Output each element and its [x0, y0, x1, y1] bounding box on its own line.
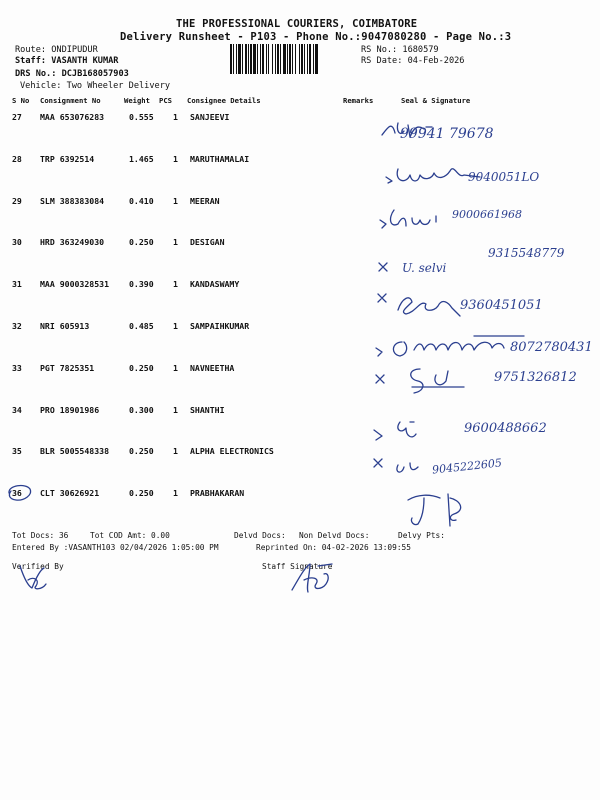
- row-weight: 0.250: [129, 446, 154, 456]
- barcode-bar: [299, 44, 300, 74]
- barcode-bar: [236, 44, 237, 74]
- row-consignment-no: MAA 653076283: [40, 112, 105, 122]
- row-consignment-no: BLR 5005548338: [40, 446, 110, 456]
- barcode-bar: [295, 44, 296, 74]
- runsheet-subtitle: Delivery Runsheet - P103 - Phone No.:9047080280 - Page No.:3: [120, 31, 512, 43]
- barcode-bar: [307, 44, 308, 74]
- row-consignment-no: PRO 18901986: [40, 405, 100, 415]
- handwritten-phone-29: 9000661968: [452, 208, 522, 221]
- barcode-bar: [301, 44, 303, 74]
- row-consignee: NAVNEETHA: [190, 363, 235, 373]
- row-sno: 28: [12, 154, 22, 164]
- col-weight: Weight: [124, 96, 150, 105]
- barcode-bar: [262, 44, 264, 74]
- x-mark-30: [376, 260, 390, 274]
- entered-by: Entered By :VASANTH103 02/04/2026 1:05:00 PM: [12, 543, 219, 552]
- row-consignment-no: SLM 388383084: [40, 196, 105, 206]
- col-consignee: Consignee Details: [187, 96, 261, 105]
- row-consignee: DESIGAN: [190, 237, 225, 247]
- tot-docs: Tot Docs: 36: [12, 531, 69, 540]
- row-weight: 0.485: [129, 321, 154, 331]
- tot-cod-amount: Tot COD Amt: 0.00: [90, 531, 170, 540]
- row-consignee: PRABHAKARAN: [190, 488, 245, 498]
- barcode-bar: [292, 44, 293, 74]
- delivered-docs: Delvd Docs:: [234, 531, 286, 540]
- row-sno: 35: [12, 446, 22, 456]
- row-weight: 0.250: [129, 488, 154, 498]
- row-pcs: 1: [173, 446, 178, 456]
- barcode-bar: [283, 44, 286, 74]
- barcode-bar: [266, 44, 267, 74]
- row-weight: 0.410: [129, 196, 154, 206]
- row-sno: 31: [12, 279, 22, 289]
- signature-33: [374, 365, 484, 400]
- barcode-bar: [230, 44, 232, 74]
- barcode-bar: [309, 44, 311, 74]
- drs-number: DRS No.: DCJB168057903: [15, 69, 129, 79]
- handwritten-name-30: U. selvi: [402, 261, 447, 275]
- circle-mark: [4, 481, 34, 503]
- row-consignment-no: NRI 605913: [40, 321, 90, 331]
- row-pcs: 1: [173, 154, 178, 164]
- barcode-bar: [253, 44, 256, 74]
- barcode-bar: [289, 44, 291, 74]
- row-pcs: 1: [173, 237, 178, 247]
- signature-34: [372, 416, 442, 446]
- row-weight: 0.555: [129, 112, 154, 122]
- verified-signature: [14, 560, 54, 592]
- row-sno: 33: [12, 363, 22, 373]
- row-sno: 32: [12, 321, 22, 331]
- row-sno: 27: [12, 112, 22, 122]
- row-weight: 1.465: [129, 154, 154, 164]
- barcode: [230, 44, 358, 74]
- row-consignee: ALPHA ELECTRONICS: [190, 446, 274, 456]
- barcode-bar: [260, 44, 261, 74]
- non-delivered-docs: Non Delvd Docs:: [299, 531, 370, 540]
- row-pcs: 1: [173, 279, 178, 289]
- row-consignment-no: CLT 30626921: [40, 488, 100, 498]
- row-consignment-no: MAA 9000328531: [40, 279, 110, 289]
- col-seal: Seal & Signature: [401, 96, 471, 105]
- row-sno: 36: [12, 488, 22, 498]
- handwritten-phone-32: 8072780431: [510, 340, 593, 355]
- company-name: THE PROFESSIONAL COURIERS, COIMBATORE: [176, 18, 418, 30]
- row-pcs: 1: [173, 363, 178, 373]
- signature-29: [376, 204, 446, 234]
- row-consignment-no: HRD 363249030: [40, 237, 105, 247]
- row-pcs: 1: [173, 112, 178, 122]
- barcode-bar: [245, 44, 247, 74]
- row-sno: 34: [12, 405, 22, 415]
- row-weight: 0.250: [129, 363, 154, 373]
- row-weight: 0.390: [129, 279, 154, 289]
- handwritten-phone-33: 9751326812: [494, 370, 577, 385]
- barcode-bar: [313, 44, 314, 74]
- row-consignee: SHANTHI: [190, 405, 225, 415]
- barcode-bar: [268, 44, 269, 74]
- barcode-bar: [257, 44, 258, 74]
- row-consignment-no: PGT 7825351: [40, 363, 95, 373]
- row-pcs: 1: [173, 321, 178, 331]
- barcode-bar: [272, 44, 273, 74]
- handwritten-phone-34: 9600488662: [464, 421, 547, 436]
- row-consignee: MARUTHAMALAI: [190, 154, 250, 164]
- row-consignee: KANDASWAMY: [190, 279, 240, 289]
- vehicle: Vehicle: Two Wheeler Delivery: [20, 81, 171, 91]
- col-sno: S No: [12, 96, 30, 105]
- barcode-bar: [250, 44, 252, 74]
- rs-date: RS Date: 04-Feb-2026: [361, 56, 465, 66]
- col-remarks: Remarks: [343, 96, 374, 105]
- row-consignee: SAMPAIHKUMAR: [190, 321, 250, 331]
- row-consignee: MEERAN: [190, 196, 220, 206]
- barcode-bar: [275, 44, 276, 74]
- col-consignment: Consignment No: [40, 96, 101, 105]
- row-consignment-no: TRP 6392514: [40, 154, 95, 164]
- row-pcs: 1: [173, 488, 178, 498]
- row-sno: 29: [12, 196, 22, 206]
- handwritten-phone-31: 9360451051: [460, 298, 543, 313]
- handwritten-phone-35: 9045222605: [431, 456, 503, 477]
- signature-35: [370, 455, 430, 481]
- barcode-bar: [287, 44, 288, 74]
- barcode-bar: [238, 44, 241, 74]
- row-consignee: SANJEEVI: [190, 112, 230, 122]
- staff: Staff: VASANTH KUMAR: [15, 56, 119, 66]
- barcode-bar: [315, 44, 318, 74]
- row-sno: 30: [12, 237, 22, 247]
- row-weight: 0.250: [129, 237, 154, 247]
- barcode-bar: [277, 44, 279, 74]
- handwritten-phone-27: 99941 79678: [400, 126, 494, 142]
- barcode-bar: [280, 44, 281, 74]
- handwritten-phone-28: 9040051LO: [468, 170, 540, 184]
- rs-number: RS No.: 1680579: [361, 45, 439, 55]
- verified-by-label: Verified By: [12, 562, 64, 571]
- signature-36: [400, 490, 490, 530]
- barcode-bar: [304, 44, 305, 74]
- signature-31: [376, 290, 471, 320]
- staff-signature: [288, 560, 348, 596]
- barcode-bar: [248, 44, 249, 74]
- staff-signature-label: Staff Signature: [262, 562, 333, 571]
- col-pcs: PCS: [159, 96, 172, 105]
- route: Route: ONDIPUDUR: [15, 45, 98, 55]
- reprinted-on: Reprinted On: 04-02-2026 13:09:55: [256, 543, 411, 552]
- barcode-bar: [242, 44, 243, 74]
- handwritten-phone-30: 9315548779: [488, 246, 565, 260]
- row-pcs: 1: [173, 196, 178, 206]
- delivery-points: Delvy Pts:: [398, 531, 445, 540]
- row-weight: 0.300: [129, 405, 154, 415]
- barcode-bar: [233, 44, 234, 74]
- row-pcs: 1: [173, 405, 178, 415]
